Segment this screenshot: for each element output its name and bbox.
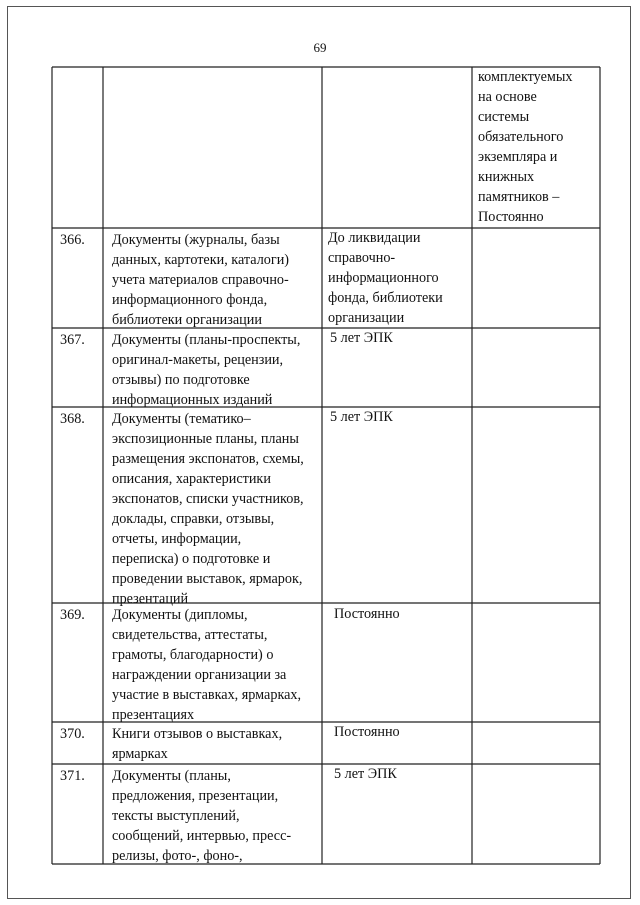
document-description <box>112 230 289 330</box>
note-line: на основе <box>478 89 537 105</box>
desc-line: библиотеки организации <box>112 312 262 328</box>
row-number: 368. <box>60 411 85 427</box>
retention-term <box>334 604 400 624</box>
desc-line: Документы (тематико– <box>112 411 251 427</box>
note-line: Постоянно <box>478 209 544 225</box>
continuation-note <box>478 67 572 227</box>
desc-line: тексты выступлений, <box>112 808 240 824</box>
retention-term <box>328 228 443 328</box>
retention-term <box>334 764 397 784</box>
desc-line: информационного фонда, <box>112 292 268 308</box>
note-line: системы <box>478 109 530 125</box>
desc-line: Документы (планы, <box>112 768 231 784</box>
document-description <box>112 766 291 866</box>
document-description <box>112 409 304 609</box>
desc-line: Документы (журналы, базы <box>112 232 280 248</box>
desc-line: Документы (планы-проспекты, <box>112 332 301 348</box>
term-line: фонда, библиотеки <box>328 290 443 306</box>
term-line: 5 лет ЭПК <box>330 409 393 425</box>
desc-line: информационных изданий <box>112 392 273 408</box>
retention-term <box>334 722 400 742</box>
desc-line: Документы (дипломы, <box>112 607 248 623</box>
desc-line: ярмарках <box>112 746 168 762</box>
note-line: экземпляра и <box>478 149 558 165</box>
desc-line: доклады, справки, отзывы, <box>112 511 275 527</box>
desc-line: оригинал-макеты, рецензии, <box>112 352 284 368</box>
desc-line: награждении организации за <box>112 667 287 683</box>
desc-line: релизы, фото-, фоно-, <box>112 848 243 864</box>
desc-line: Книги отзывов о выставках, <box>112 726 283 742</box>
row-number: 369. <box>60 607 85 623</box>
note-line: комплектуемых <box>478 69 573 85</box>
desc-line: переписка) о подготовке и <box>112 551 271 567</box>
term-line: До ликвидации <box>328 230 421 246</box>
desc-line: отзывы) по подготовке <box>112 372 250 388</box>
desc-line: свидетельства, аттестаты, <box>112 627 268 643</box>
desc-line: размещения экспонатов, схемы, <box>112 451 304 467</box>
row-number: 371. <box>60 768 85 784</box>
desc-line: данных, картотеки, каталоги) <box>112 252 290 268</box>
term-line: Постоянно <box>334 606 400 622</box>
row-number: 366. <box>60 232 85 248</box>
desc-line: учета материалов справочно- <box>112 272 289 288</box>
page-number: 69 <box>313 40 327 55</box>
retention-term <box>330 407 393 427</box>
document-description <box>112 330 300 410</box>
desc-line: отчеты, информации, <box>112 531 242 547</box>
desc-line: грамоты, благодарности) о <box>112 647 274 663</box>
term-line: 5 лет ЭПК <box>330 330 393 346</box>
row-number: 370. <box>60 726 85 742</box>
desc-line: участие в выставках, ярмарках, <box>112 687 302 703</box>
retention-term <box>330 328 393 348</box>
desc-line: описания, характеристики <box>112 471 271 487</box>
desc-line: предложения, презентации, <box>112 788 279 804</box>
note-line: книжных <box>478 169 535 185</box>
desc-line: экспозиционные планы, планы <box>112 431 299 447</box>
note-line: памятников – <box>478 189 560 205</box>
document-description <box>112 605 301 725</box>
term-line: справочно- <box>328 250 396 266</box>
term-line: Постоянно <box>334 724 400 740</box>
desc-line: презентациях <box>112 707 195 723</box>
term-line: информационного <box>328 270 439 286</box>
desc-line: экспонатов, списки участников, <box>112 491 304 507</box>
term-line: организации <box>328 310 405 326</box>
term-line: 5 лет ЭПК <box>334 766 397 782</box>
document-description <box>112 724 282 764</box>
row-number: 367. <box>60 332 85 348</box>
desc-line: презентаций <box>112 591 189 607</box>
desc-line: сообщений, интервью, пресс- <box>112 828 292 844</box>
desc-line: проведении выставок, ярмарок, <box>112 571 303 587</box>
note-line: обязательного <box>478 129 564 145</box>
